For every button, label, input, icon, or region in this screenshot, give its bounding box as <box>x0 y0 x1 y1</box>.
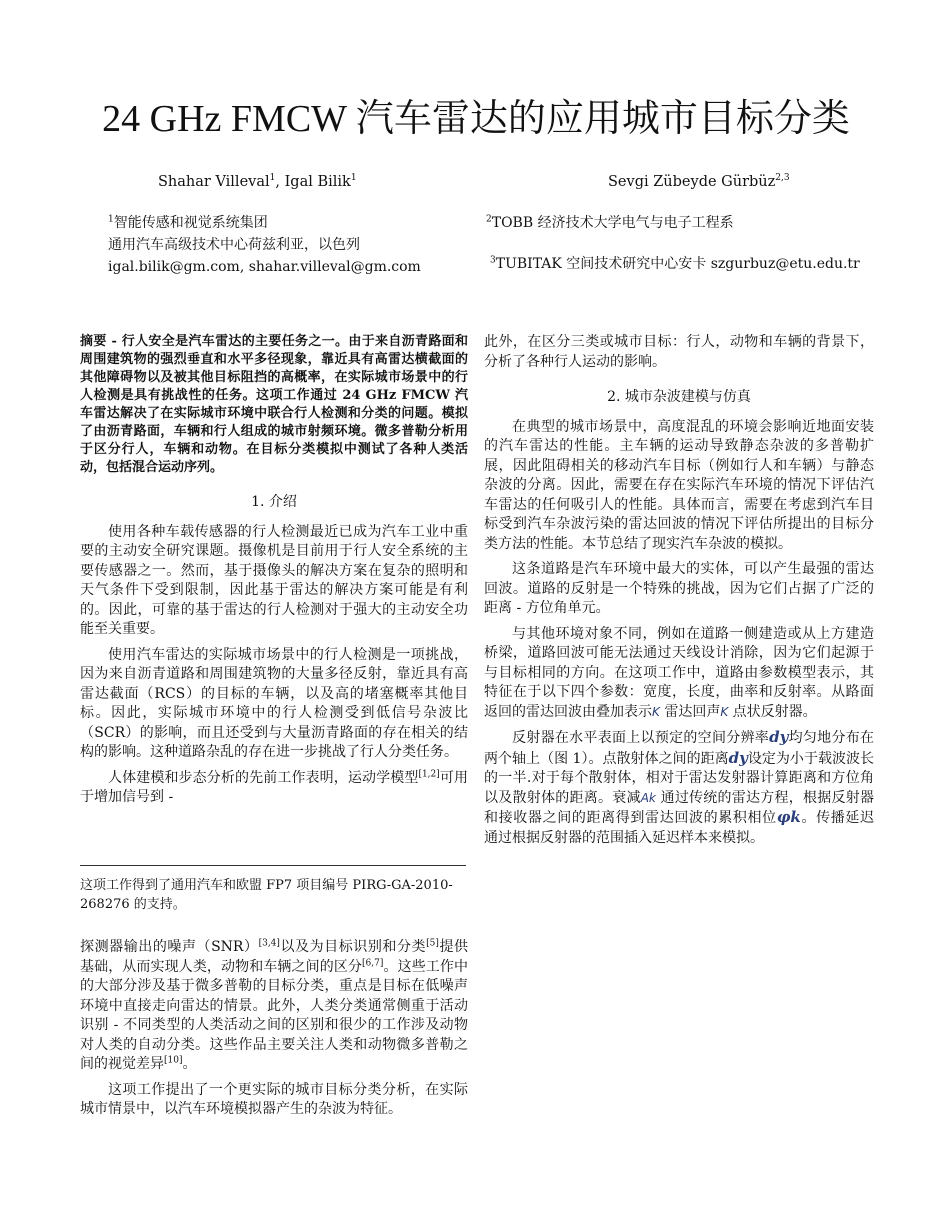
author-sup: 2,3 <box>775 173 790 184</box>
author-name: , Igal Bilik <box>275 174 351 190</box>
aff-line: TUBITAK 空间技术研究中心安卡 szgurbuz@etu.edu.tr <box>495 256 860 272</box>
author-name: Shahar Villeval <box>158 174 270 190</box>
section-heading: 2. 城市杂波建模与仿真 <box>607 389 751 405</box>
paragraph: 这项工作提出了一个更实际的城市目标分类分析，在实际城市情景中，以汽车环境模拟器产生的杂波为特征。 <box>80 1081 468 1117</box>
authors-left <box>158 172 357 192</box>
math-symbol: dy <box>728 748 748 767</box>
citation: [5] <box>426 938 439 949</box>
affiliation-left <box>108 212 421 278</box>
paragraph: 在典型的城市场景中，高度混乱的环境会影响近地面安装的汽车雷达的性能。主车辆的运动导致静态杂波的多普勒扩展，因此阻碍相关的移动汽车目标（例如行人和车辆）与静态杂波的分离。因此，需要在存在实际汽车环境的情况下评估汽车雷达的任何吸引人的性能。具体而言，需要在考虑到汽车目标受到汽车杂波污染的雷达回波的情况下评估所提出的目标分类方法的性能。本节总结了现实汽车杂波的模拟。 <box>484 418 874 552</box>
paragraph: 使用汽车雷达的实际城市场景中的行人检测是一项挑战，因为来自沥青道路和周围建筑物的大量多径反射，靠近具有高雷达截面（RCS）的目标的车辆，以及高的堵塞概率其他目标。因此，实际城市环境中的行人检测受到低信号杂波比（SCR）的影响，而且还受到与大量沥青路面的存在相关的结构的影响。这种道路杂乱的存在进一步挑战了行人分类任务。 <box>80 646 468 760</box>
text-run: 反射器在水平表面上以预定的空间分辨率 <box>512 730 770 746</box>
paragraph: 此外，在区分三类或城市目标：行人，动物和车辆的背景下，分析了各种行人运动的影响。 <box>484 334 874 370</box>
right-column <box>484 333 874 854</box>
citation: [1,2] <box>418 768 440 779</box>
text-run: 提供基础，从而实现人类，动物和车辆之间的区分 <box>80 939 469 975</box>
math-symbol: Ak <box>640 790 656 805</box>
author-sup: 1 <box>350 173 357 184</box>
citation: [6,7] <box>362 957 384 968</box>
abstract: 摘要 - 行人安全是汽车雷达的主要任务之一。由于来自沥青路面和周围建筑物的强烈垂直和水平多径现象，靠近具有高雷达横截面的其他障碍物以及被其他目标阻挡的高概率，在实际城市场景中的行人检测是具有挑战性的任务。这项工作通过 24 GHz FMCW 汽车雷达解决了在实际城市环境中联合行人检测和分类的问题。模拟了由沥青路面，车辆和行人组成的城市射频环境。微多普勒分析用于区分行人，车辆和动物。在目标分类模拟中测试了各种人类活动，包括混合运动序列。 <box>80 334 468 475</box>
affiliation-right-1 <box>486 212 734 234</box>
footnote: 这项工作得到了通用汽车和欧盟 FP7 项目编号 PIRG-GA-2010-268276 的支持。 <box>80 878 453 912</box>
text-run: 。 <box>182 1056 197 1072</box>
left-column-continued <box>80 938 468 1126</box>
paragraph: 这条道路是汽车环境中最大的实体，可以产生最强的雷达回波。道路的反射是一个特殊的挑战，因为它们占据了广泛的距离 - 方位角单元。 <box>484 561 874 616</box>
aff-line: TOBB 经济技术大学电气与电子工程系 <box>491 215 734 231</box>
author-sup: 1 <box>269 173 276 184</box>
paragraph <box>80 938 468 1075</box>
text-run: 雷达回声 <box>659 703 721 720</box>
citation: [10] <box>164 1055 183 1066</box>
aff-sup: 2 <box>486 214 492 225</box>
aff-line: 智能传感和视觉系统集团 <box>113 215 268 231</box>
paragraph: 使用各种车载传感器的行人检测最近已成为汽车工业中重要的主动安全研究课题。摄像机是目前用于行人安全系统的主要传感器之一。然而，基于摄像头的解决方案在复杂的照明和天气条件下受到限制，因此基于雷达的解决方案可能是有利的。因此，可靠的基于雷达的行人检测对于强大的主动安全功能至关重要。 <box>80 523 468 637</box>
text-run: 与其他环境对象不同，例如在道路一侧建造或从上方建造桥梁，道路回波可能无法通过天线设计消除，因为它们起源于与目标相同的方向。在这项工作中，道路由参数模型表示，其特征在于以下四个参数：宽度，长度，曲率和反射率。从路面返回的雷达回波由叠加表示 <box>484 625 874 720</box>
aff-email: igal.bilik@gm.com, shahar.villeval@gm.com <box>108 259 421 275</box>
text-run: 可用于增加信号到 - <box>80 769 469 805</box>
math-symbol: K <box>652 704 660 719</box>
text-run: 以及为目标识别和分类 <box>279 939 427 955</box>
aff-sup: 1 <box>108 214 114 225</box>
aff-line: 通用汽车高级技术中心荷兹利亚，以色列 <box>108 237 360 253</box>
author-name: Sevgi Zübeyde Gürbüz <box>608 174 776 190</box>
text-run: 探测器输出的噪声（SNR） <box>80 939 259 955</box>
text-run: 设定为小于载波波长的一半.对于每个散射体，相对于雷达发射器计算距离和方位角以及散射体的距离。衰减 <box>484 750 875 806</box>
math-symbol: K <box>720 704 729 719</box>
left-column <box>80 333 468 814</box>
paragraph <box>484 625 874 723</box>
text-run: 通过传统的雷达方程，根据反射器和接收器之间的距离得到雷达回波的累积相位 <box>484 789 875 826</box>
affiliation-right-2 <box>490 253 860 275</box>
footnote-rule <box>80 865 466 866</box>
citation: [3,4] <box>258 938 280 949</box>
paragraph <box>484 728 874 848</box>
text-run: 点状反射器。 <box>728 703 817 720</box>
text-run: 人体建模和步态分析的先前工作表明，运动学模型 <box>108 769 419 786</box>
aff-sup: 3 <box>490 255 496 266</box>
text-run: 。传播延迟 通过根据反射器的范围插入延迟样本来模拟。 <box>484 810 875 846</box>
text-run: 。这些工作中的大部分涉及基于微多普勒的目标分类，重点是目标在低噪声环境中直接走向雷达的情景。此外，人类分类通常侧重于活动识别 - 不同类型的人类活动之间的区别和很少的工作涉及动物对人类的自动分类。这些作品主要关注人类和动物微多普勒之间的视觉差异 <box>80 958 469 1072</box>
math-symbol: dy <box>769 728 789 746</box>
paper-title: 24 GHz FMCW 汽车雷达的应用城市目标分类 <box>102 98 850 140</box>
authors-right <box>608 172 790 192</box>
math-symbol: φk <box>776 808 801 826</box>
paragraph <box>80 769 468 808</box>
section-heading: 1. 介绍 <box>251 494 297 510</box>
text-run: 均匀地分布在两个轴上（图 1）。点散射体之间的距离 <box>484 730 875 767</box>
